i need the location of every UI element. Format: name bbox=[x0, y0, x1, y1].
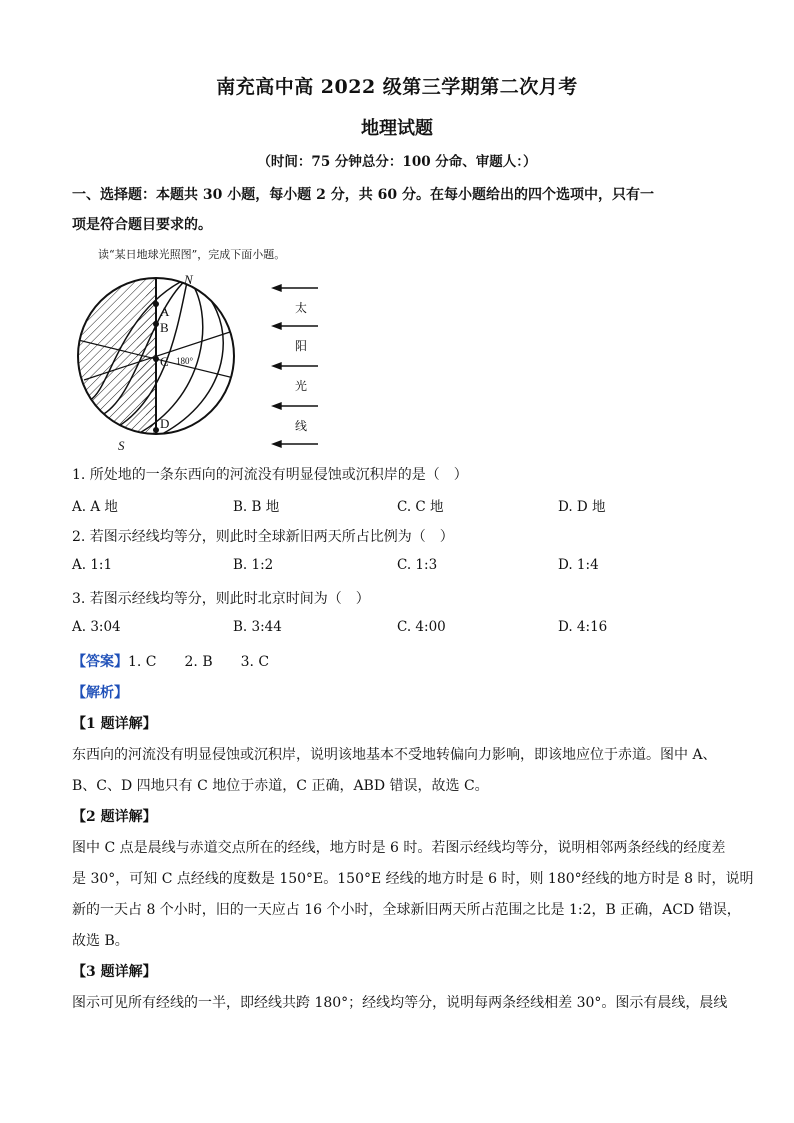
earth-illumination-figure bbox=[70, 270, 330, 455]
detail-2-line-2: 是 30°，可知 C 点经线的度数是 150°E。150°E 经线的地方时是 6 时，则 180°经线的地方时是 8 时，说明 bbox=[72, 871, 754, 887]
label-s: S bbox=[118, 438, 125, 453]
analysis-tag: 【解析】 bbox=[72, 685, 128, 701]
exam-title: 南充高中高 2022 级第三学期第二次月考 bbox=[216, 76, 578, 98]
detail-3-tag: 【3 题详解】 bbox=[72, 964, 157, 980]
question-2-option-d[interactable]: D. 1:4 bbox=[558, 557, 599, 573]
detail-2-line-4: 故选 B。 bbox=[72, 933, 129, 949]
question-1-option-d[interactable]: D. D 地 bbox=[558, 499, 606, 515]
detail-2-line-3: 新的一天占 8 个小时，旧的一天应占 16 个小时，全球新旧两天所占范围之比是 1:2，B 正确，ACD 错误， bbox=[72, 902, 741, 918]
section-instruction-line2: 项是符合题目要求的。 bbox=[72, 217, 212, 233]
detail-2-line-1: 图中 C 点是晨线与赤道交点所在的经线，地方时是 6 时。若图示经线均等分，说明相邻两条经线的经度差 bbox=[72, 840, 726, 856]
question-3-stem: 3. 若图示经线均等分，则此时北京时间为（ ） bbox=[72, 591, 370, 607]
detail-2-tag: 【2 题详解】 bbox=[72, 809, 157, 825]
point-b bbox=[153, 321, 159, 327]
detail-3-line-1: 图示可见所有经线的一半，即经线共跨 180°；经线均等分，说明每两条经线相差 30°。图示有晨线，晨线 bbox=[72, 995, 728, 1011]
question-1-stem: 1. 所处地的一条东西向的河流没有明显侵蚀或沉积岸的是（ ） bbox=[72, 467, 468, 483]
detail-1-line-2: B、C、D 四地只有 C 地位于赤道，C 正确，ABD 错误，故选 C。 bbox=[72, 778, 489, 794]
analysis-line bbox=[72, 682, 128, 702]
exam-info: （时间：75 分钟总分：100 分命、审题人：） bbox=[257, 154, 537, 170]
label-n: N bbox=[184, 272, 193, 287]
detail-1-line-1: 东西向的河流没有明显侵蚀或沉积岸，说明该地基本不受地转偏向力影响，即该地应位于赤道。图中 A、 bbox=[72, 747, 717, 763]
question-3-option-b[interactable]: B. 3:44 bbox=[233, 619, 282, 635]
label-d: D bbox=[160, 416, 170, 431]
sun-char-4: 线 bbox=[295, 419, 308, 433]
question-2-option-a[interactable]: A. 1:1 bbox=[72, 557, 113, 573]
label-180: 180° bbox=[176, 356, 194, 366]
question-3-option-d[interactable]: D. 4:16 bbox=[558, 619, 608, 635]
sun-char-3: 光 bbox=[295, 379, 308, 393]
night-area bbox=[70, 270, 156, 445]
question-1-option-c[interactable]: C. C 地 bbox=[397, 499, 444, 515]
label-c: C bbox=[160, 354, 169, 369]
section-instruction-line1: 一、选择题：本题共 30 小题，每小题 2 分，共 60 分。在每小题给出的四个选项中，只有一 bbox=[72, 187, 654, 203]
point-c bbox=[153, 356, 159, 362]
question-2-stem: 2. 若图示经线均等分，则此时全球新旧两天所占比例为（ ） bbox=[72, 529, 454, 545]
answer-tag: 【答案】 bbox=[72, 654, 128, 670]
detail-1-tag: 【1 题详解】 bbox=[72, 716, 157, 732]
answer-line bbox=[72, 651, 269, 671]
sun-char-1: 太 bbox=[295, 301, 308, 315]
subject-title: 地理试题 bbox=[361, 118, 433, 139]
question-1-option-b[interactable]: B. B 地 bbox=[233, 499, 280, 515]
figure-caption: 读“某日地球光照图”，完成下面小题。 bbox=[98, 248, 286, 261]
label-b: B bbox=[160, 320, 169, 335]
question-3-option-c[interactable]: C. 4:00 bbox=[397, 619, 446, 635]
sun-char-2: 阳 bbox=[295, 339, 308, 353]
question-3-option-a[interactable]: A. 3:04 bbox=[72, 619, 121, 635]
answer-text: 1. C 2. B 3. C bbox=[128, 654, 270, 670]
point-d bbox=[153, 427, 159, 433]
question-2-option-c[interactable]: C. 1:3 bbox=[397, 557, 438, 573]
question-2-option-b[interactable]: B. 1:2 bbox=[233, 557, 274, 573]
point-a bbox=[153, 301, 159, 307]
label-a: A bbox=[160, 304, 170, 319]
question-1-option-a[interactable]: A. A 地 bbox=[72, 499, 118, 515]
